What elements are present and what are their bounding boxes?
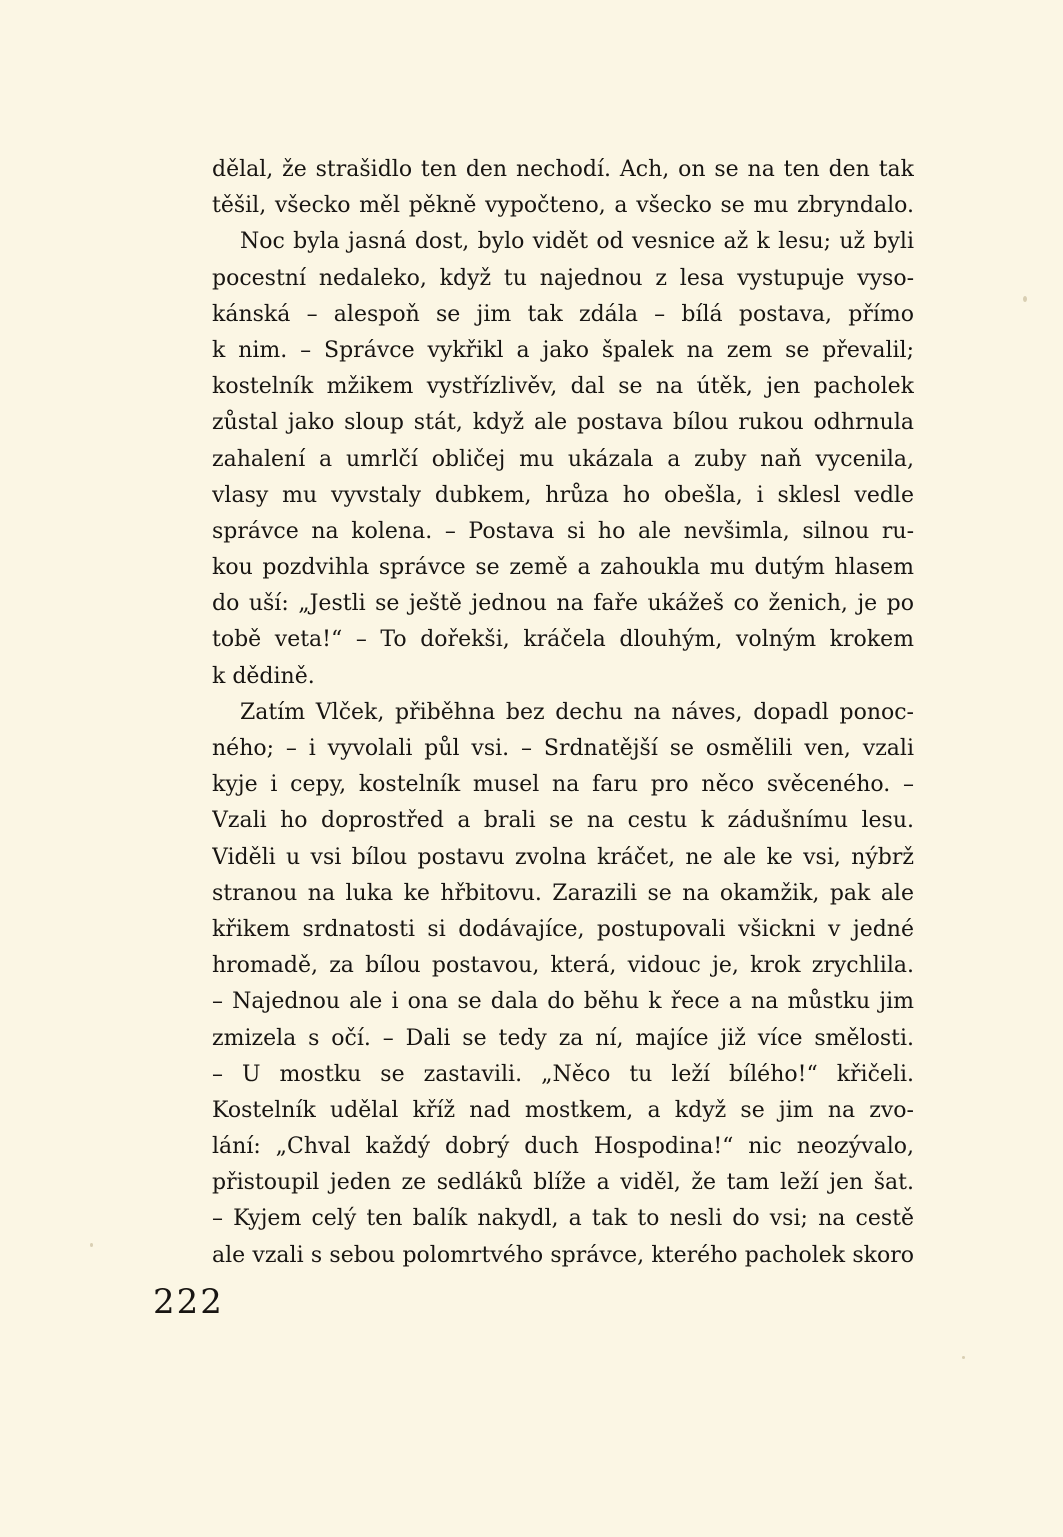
text-line: tobě veta!“ – To dořekši, kráčela dlouhým, volným krokem xyxy=(212,627,914,653)
text-line: – Najednou ale i ona se dala do běhu k řece a na můstku jim xyxy=(212,989,914,1015)
text-line: Zatím Vlček, přiběhna bez dechu na náves, dopadl ponoc- xyxy=(240,699,914,725)
text-line: stranou na luka ke hřbitovu. Zarazili se na okamžik, pak ale xyxy=(212,880,914,906)
text-line: Noc byla jasná dost, bylo vidět od vesnice až k lesu; už byli xyxy=(240,229,914,255)
text-line: těšil, všecko měl pěkně vypočteno, a všecko se mu zbryndalo. xyxy=(212,193,914,219)
text-line: zmizela s očí. – Dali se tedy za ní, majíce již více smělosti. xyxy=(212,1025,914,1051)
text-line: křikem srdnatosti si dodávajíce, postupovali všickni v jedné xyxy=(212,916,914,942)
text-line: – U mostku se zastavili. „Něco tu leží bílého!“ křičeli. xyxy=(212,1061,914,1087)
paper-speck xyxy=(90,1243,93,1247)
text-line: kyje i cepy, kostelník musel na faru pro něco svěceného. – xyxy=(212,772,914,798)
paper-speck xyxy=(962,1356,965,1359)
text-line: lání: „Chval každý dobrý duch Hospodina!“ nic neozývalo, xyxy=(212,1134,914,1160)
text-line: – Kyjem celý ten balík nakydl, a tak to nesli do vsi; na cestě xyxy=(212,1206,914,1232)
text-line: k dědině. xyxy=(212,663,315,689)
text-line: vlasy mu vyvstaly dubkem, hrůza ho obešla, i sklesl vedle xyxy=(212,482,914,508)
text-line: přistoupil jeden ze sedláků blíže a viděl, že tam leží jen šat. xyxy=(212,1170,914,1196)
text-line: kánská – alespoň se jim tak zdála – bílá postava, přímo xyxy=(212,301,914,327)
text-line: dělal, že strašidlo ten den nechodí. Ach, on se na ten den tak xyxy=(212,157,914,182)
text-line: zůstal jako sloup stát, když ale postava bílou rukou odhrnula xyxy=(212,410,914,436)
text-line: k nim. – Správce vykřikl a jako špalek na zem se převalil; xyxy=(212,337,914,363)
text-line: do uší: „Jestli se ještě jednou na faře ukážeš co ženich, je po xyxy=(212,591,914,617)
text-line: ale vzali s sebou polomrtvého správce, kterého pacholek skoro xyxy=(212,1242,914,1268)
text-line: zahalení a umrlčí obličej mu ukázala a zuby naň vycenila, xyxy=(212,446,914,472)
text-line: správce na kolena. – Postava si ho ale nevšimla, silnou ru- xyxy=(212,518,914,544)
text-line: pocestní nedaleko, když tu najednou z lesa vystupuje vyso- xyxy=(212,265,914,291)
text-line: kostelník mžikem vystřízlivěv, dal se na útěk, jen pacholek xyxy=(212,374,914,400)
paper-speck xyxy=(1023,296,1027,302)
text-line: Viděli u vsi bílou postavu zvolna kráčet, ne ale ke vsi, nýbrž xyxy=(212,844,914,870)
text-line: Kostelník udělal kříž nad mostkem, a když se jim na zvo- xyxy=(212,1097,914,1123)
text-line: Vzali ho doprostřed a brali se na cestu k zádušnímu lesu. xyxy=(212,808,914,834)
text-line: ného; – i vyvolali půl vsi. – Srdnatější se osmělili ven, vzali xyxy=(212,736,914,761)
text-line: hromadě, za bílou postavou, která, vidouc je, krok zrychlila. xyxy=(212,953,914,979)
page-number: 222 xyxy=(153,1282,224,1322)
text-line: kou pozdvihla správce se země a zahoukla mu dutým hlasem xyxy=(212,555,914,581)
body-text xyxy=(212,152,914,1274)
